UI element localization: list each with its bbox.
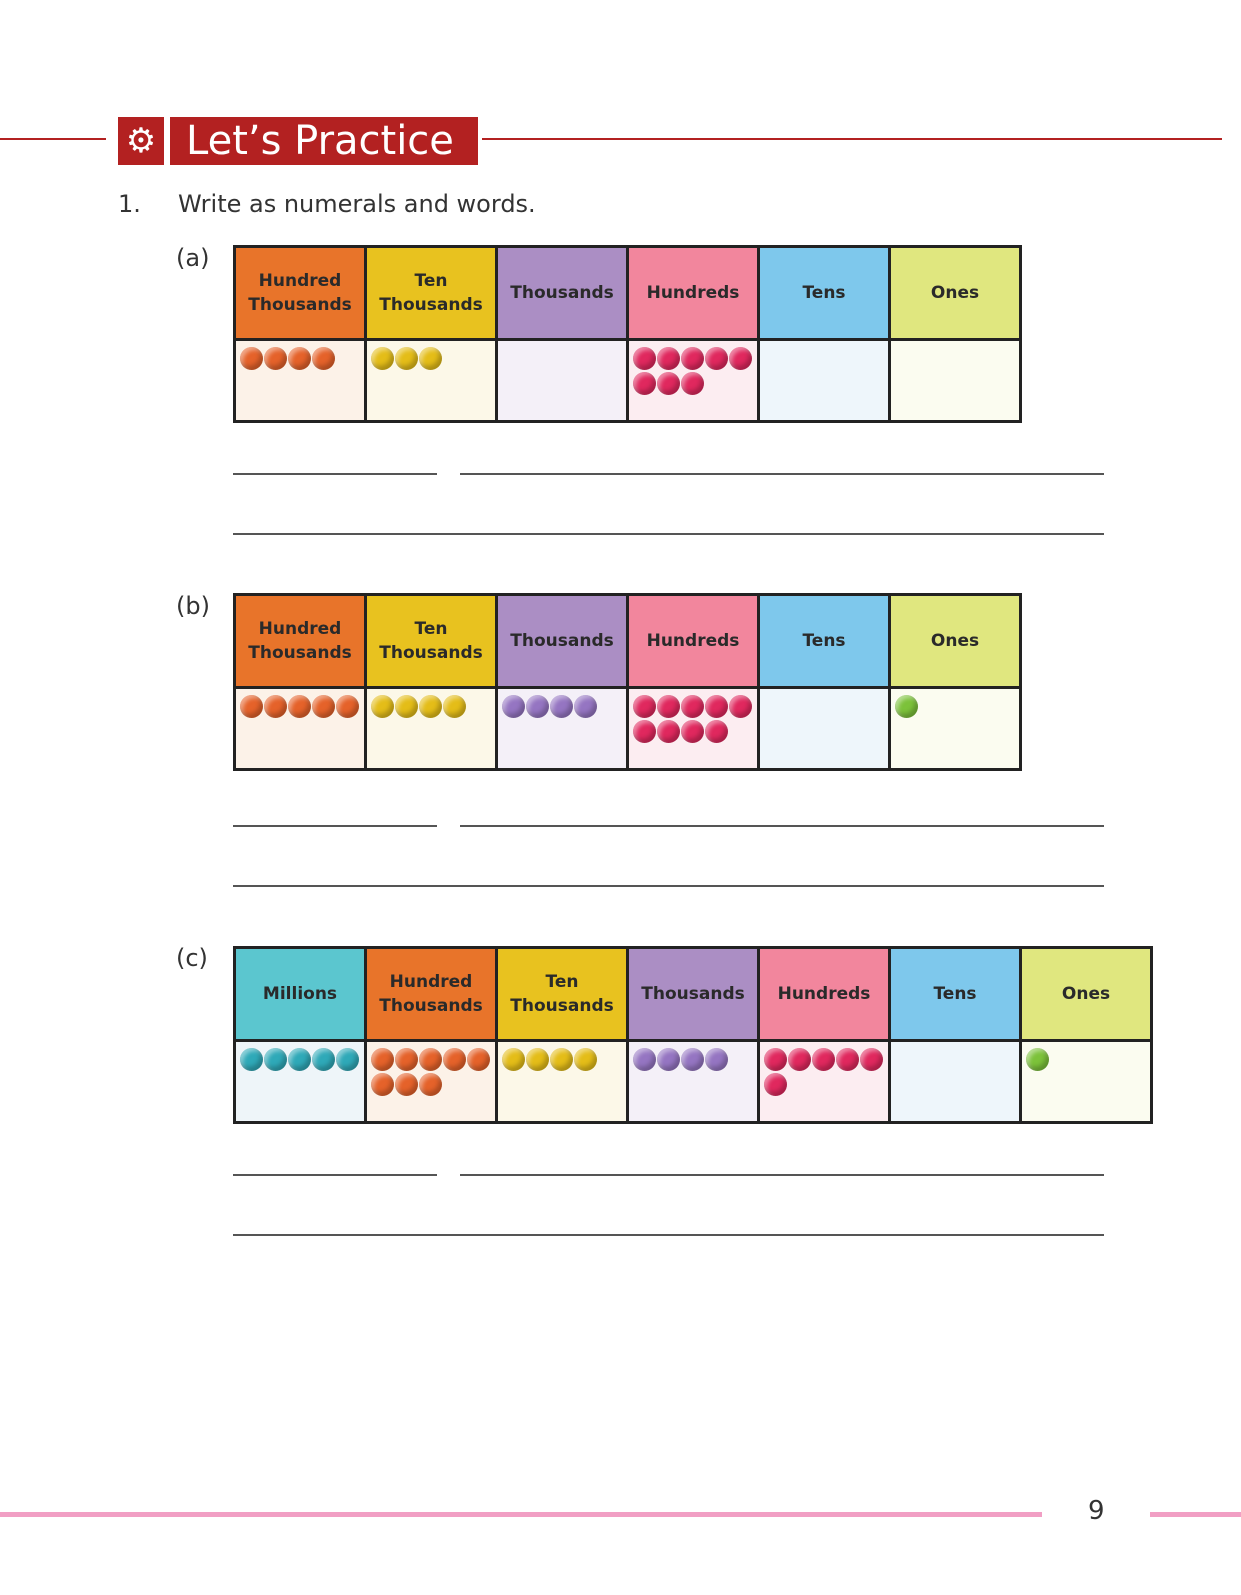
counter-bead — [288, 695, 311, 718]
counter-bead — [419, 1073, 442, 1096]
counter-bead — [729, 695, 752, 718]
counter-bead — [860, 1048, 883, 1071]
counter-bead — [657, 1048, 680, 1071]
counter-bead — [419, 1048, 442, 1071]
counter-bead — [264, 1048, 287, 1071]
column-header-hundreds: Hundreds — [628, 247, 759, 340]
column-header-thousands: Thousands — [628, 948, 759, 1041]
question-text: Write as numerals and words. — [178, 190, 536, 218]
place-value-chart-a — [233, 245, 1022, 423]
column-header-tens: Tens — [759, 247, 890, 340]
column-header-tens: Tens — [759, 595, 890, 688]
column-header-thousands: Thousands — [497, 595, 628, 688]
counter-bead — [467, 1048, 490, 1071]
counter-bead — [288, 347, 311, 370]
counter-bead — [264, 347, 287, 370]
counter-bead — [657, 347, 680, 370]
counter-bead — [371, 695, 394, 718]
chart-header-row — [235, 948, 1152, 1041]
counter-bead — [502, 695, 525, 718]
gear-icon: ⚙ — [118, 117, 164, 165]
bead-cell-hundred-thousands — [235, 340, 366, 422]
counter-bead — [336, 695, 359, 718]
question-number: 1. — [118, 190, 141, 218]
counter-bead — [633, 372, 656, 395]
counter-bead — [526, 1048, 549, 1071]
column-header-ten-thousands: Ten Thousands — [497, 948, 628, 1041]
counter-bead — [312, 1048, 335, 1071]
numeral-answer-line-b[interactable] — [233, 825, 437, 827]
counter-bead — [788, 1048, 811, 1071]
counter-bead — [681, 347, 704, 370]
chart-header-row — [235, 247, 1021, 340]
words-answer-line-a-1[interactable] — [460, 473, 1104, 475]
column-header-thousands: Thousands — [497, 247, 628, 340]
column-header-ten-thousands: Ten Thousands — [366, 595, 497, 688]
column-header-hundred-thousands: Hundred Thousands — [366, 948, 497, 1041]
counter-bead — [681, 1048, 704, 1071]
counter-bead — [312, 347, 335, 370]
numeral-answer-line-a[interactable] — [233, 473, 437, 475]
part-label-b: (b) — [176, 592, 210, 620]
counter-bead — [633, 695, 656, 718]
column-header-hundreds: Hundreds — [759, 948, 890, 1041]
column-header-ones: Ones — [890, 247, 1021, 340]
bead-cell-ten-thousands — [366, 340, 497, 422]
counter-bead — [240, 695, 263, 718]
counter-bead — [633, 1048, 656, 1071]
counter-bead — [705, 695, 728, 718]
counter-bead — [419, 347, 442, 370]
chart-bead-row — [235, 1041, 1152, 1123]
counter-bead — [395, 1048, 418, 1071]
counter-bead — [657, 372, 680, 395]
chart-bead-row — [235, 688, 1021, 770]
chart-header-row — [235, 595, 1021, 688]
counter-bead — [240, 1048, 263, 1071]
bead-cell-hundred-thousands — [235, 688, 366, 770]
bead-cell-hundred-thousands — [366, 1041, 497, 1123]
bead-cell-millions — [235, 1041, 366, 1123]
counter-bead — [336, 1048, 359, 1071]
bead-cell-hundreds — [628, 688, 759, 770]
banner-rule-right — [482, 138, 1222, 140]
page-number: 9 — [1088, 1496, 1105, 1526]
words-answer-line-c-2[interactable] — [233, 1234, 1104, 1236]
counter-bead — [681, 695, 704, 718]
banner-rule-left — [0, 138, 106, 140]
counter-bead — [657, 720, 680, 743]
part-label-a: (a) — [176, 244, 210, 272]
counter-bead — [240, 347, 263, 370]
counter-bead — [371, 1048, 394, 1071]
counter-bead — [395, 1073, 418, 1096]
column-header-ones: Ones — [1021, 948, 1152, 1041]
column-header-hundreds: Hundreds — [628, 595, 759, 688]
counter-bead — [395, 347, 418, 370]
counter-bead — [574, 695, 597, 718]
counter-bead — [705, 720, 728, 743]
column-header-millions: Millions — [235, 948, 366, 1041]
footer-rule-left — [0, 1512, 1042, 1517]
bead-cell-thousands — [497, 340, 628, 422]
bead-cell-tens — [759, 688, 890, 770]
chart-bead-row — [235, 340, 1021, 422]
column-header-ones: Ones — [890, 595, 1021, 688]
counter-bead — [574, 1048, 597, 1071]
words-answer-line-a-2[interactable] — [233, 533, 1104, 535]
bead-cell-hundreds — [628, 340, 759, 422]
column-header-hundred-thousands: Hundred Thousands — [235, 595, 366, 688]
counter-bead — [288, 1048, 311, 1071]
column-header-hundred-thousands: Hundred Thousands — [235, 247, 366, 340]
counter-bead — [729, 347, 752, 370]
bead-cell-tens — [890, 1041, 1021, 1123]
words-answer-line-b-2[interactable] — [233, 885, 1104, 887]
counter-bead — [764, 1048, 787, 1071]
counter-bead — [633, 347, 656, 370]
counter-bead — [419, 695, 442, 718]
bead-cell-ten-thousands — [497, 1041, 628, 1123]
part-label-c: (c) — [176, 944, 208, 972]
counter-bead — [371, 347, 394, 370]
counter-bead — [657, 695, 680, 718]
counter-bead — [502, 1048, 525, 1071]
counter-bead — [812, 1048, 835, 1071]
bead-cell-thousands — [628, 1041, 759, 1123]
counter-bead — [895, 695, 918, 718]
column-header-ten-thousands: Ten Thousands — [366, 247, 497, 340]
bead-cell-ones — [890, 688, 1021, 770]
counter-bead — [633, 720, 656, 743]
bead-cell-tens — [759, 340, 890, 422]
counter-bead — [312, 695, 335, 718]
counter-bead — [550, 695, 573, 718]
footer-rule-right — [1150, 1512, 1241, 1517]
bead-cell-ones — [890, 340, 1021, 422]
counter-bead — [681, 372, 704, 395]
section-title: Let’s Practice — [170, 117, 478, 165]
counter-bead — [705, 347, 728, 370]
counter-bead — [1026, 1048, 1049, 1071]
counter-bead — [526, 695, 549, 718]
counter-bead — [443, 1048, 466, 1071]
counter-bead — [371, 1073, 394, 1096]
bead-cell-ten-thousands — [366, 688, 497, 770]
bead-cell-ones — [1021, 1041, 1152, 1123]
bead-cell-thousands — [497, 688, 628, 770]
place-value-chart-b — [233, 593, 1022, 771]
counter-bead — [681, 720, 704, 743]
counter-bead — [395, 695, 418, 718]
numeral-answer-line-c[interactable] — [233, 1174, 437, 1176]
counter-bead — [764, 1073, 787, 1096]
place-value-chart-c — [233, 946, 1153, 1124]
counter-bead — [836, 1048, 859, 1071]
words-answer-line-b-1[interactable] — [460, 825, 1104, 827]
words-answer-line-c-1[interactable] — [460, 1174, 1104, 1176]
counter-bead — [443, 695, 466, 718]
counter-bead — [705, 1048, 728, 1071]
counter-bead — [264, 695, 287, 718]
column-header-tens: Tens — [890, 948, 1021, 1041]
bead-cell-hundreds — [759, 1041, 890, 1123]
counter-bead — [550, 1048, 573, 1071]
